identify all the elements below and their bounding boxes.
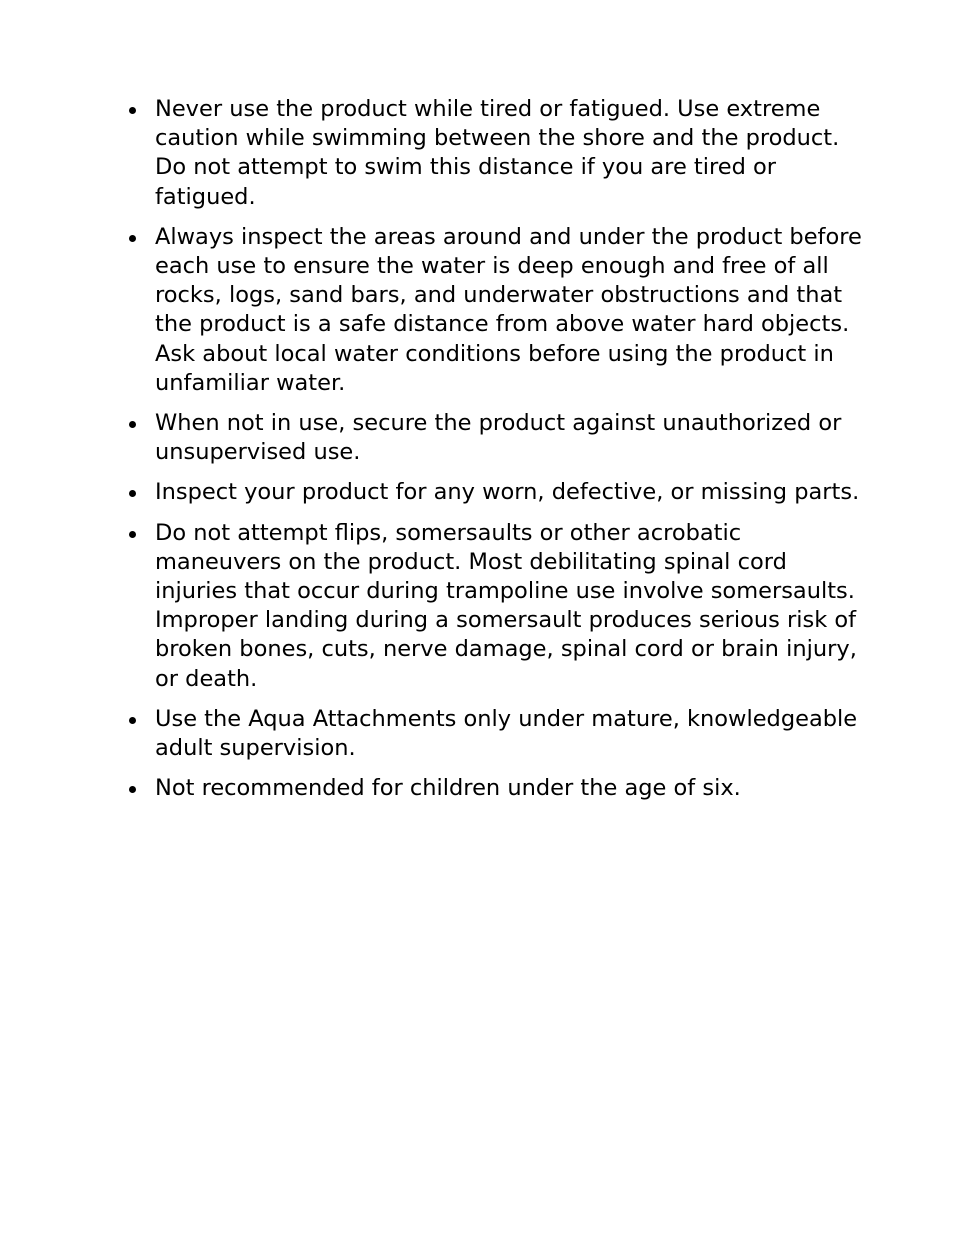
bullet-icon bbox=[129, 786, 136, 793]
bullet-text: Always inspect the areas around and under the product before each use to ensure the water is deep enough and free of all rocks, logs, sand bars, and underwater obstructions and that the product is a safe distance from above water hard objects. Ask about local water conditions before using the product in unfamiliar water. bbox=[155, 223, 862, 396]
bullet-item bbox=[127, 478, 872, 507]
bullet-text: When not in use, secure the product against unauthorized or unsupervised use. bbox=[155, 410, 842, 466]
bullet-item bbox=[127, 95, 872, 212]
bullet-text: Do not attempt flips, somersaults or other acrobatic maneuvers on the product. Most debilitating spinal cord injuries that occur during trampoline use involve somersaults. Improper landing during a somersault produces serious risk of broken bones, cuts, nerve damage, spinal cord or brain injury, or death. bbox=[155, 519, 857, 692]
bullet-item bbox=[127, 409, 872, 467]
safety-bullet-list bbox=[127, 95, 872, 814]
bullet-icon bbox=[129, 107, 136, 114]
bullet-item bbox=[127, 223, 872, 398]
bullet-icon bbox=[129, 421, 136, 428]
bullet-text: Inspect your product for any worn, defective, or missing parts. bbox=[155, 479, 860, 506]
bullet-icon bbox=[129, 717, 136, 724]
bullet-text: Not recommended for children under the age of six. bbox=[155, 775, 741, 802]
bullet-item bbox=[127, 519, 872, 694]
bullet-icon bbox=[129, 531, 136, 538]
bullet-item bbox=[127, 705, 872, 763]
bullet-text: Use the Aqua Attachments only under mature, knowledgeable adult supervision. bbox=[155, 705, 858, 762]
bullet-icon bbox=[129, 490, 136, 497]
bullet-item bbox=[127, 774, 872, 803]
bullet-text: Never use the product while tired or fatigued. Use extreme caution while swimming between the shore and the product. Do not attempt to swim this distance if you are tired or fatigued. bbox=[155, 96, 840, 210]
bullet-icon bbox=[129, 235, 136, 242]
